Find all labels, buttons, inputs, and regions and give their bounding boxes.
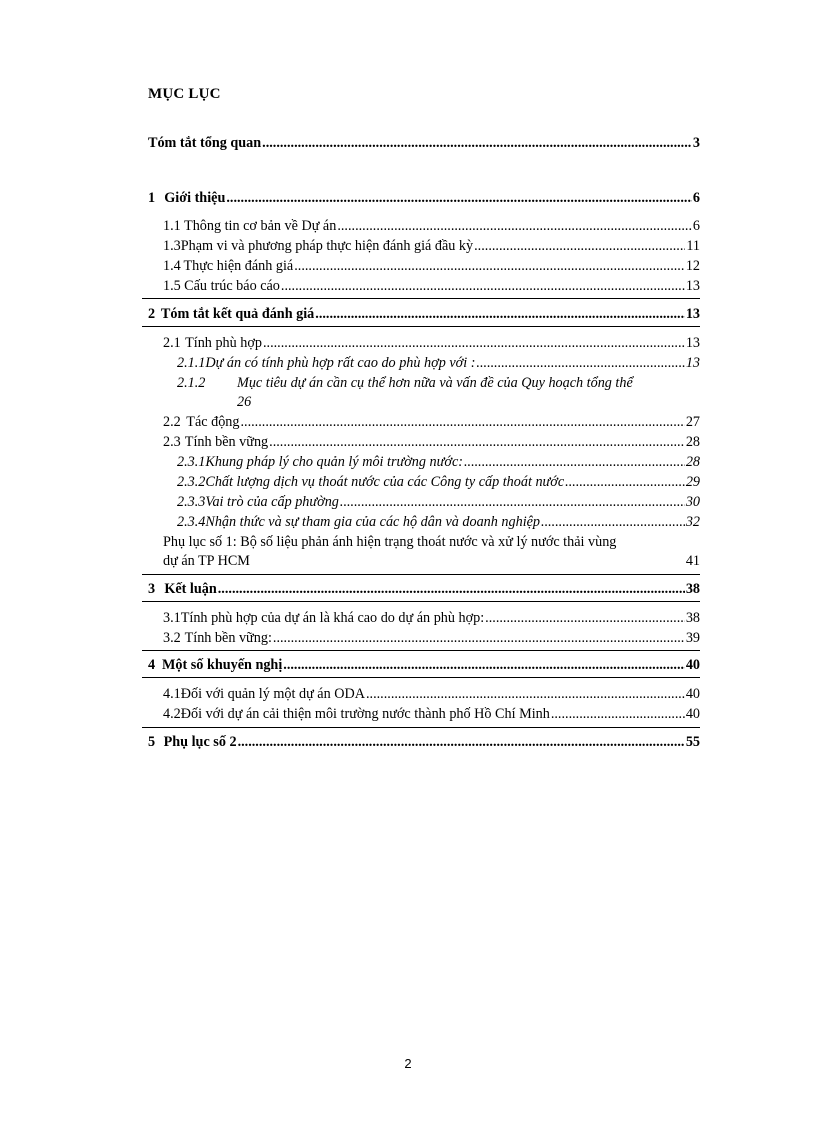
toc-entry-title: Phụ lục số 1: Bộ số liệu phản ánh hiện trạng thoát nước và xử lý nước thải vùng [163,534,617,550]
toc-entry-page: 13 [685,335,700,351]
toc-entry-title: Tóm tắt kết quả đánh giá [160,306,315,322]
toc-entry-title: Nhận thức và sự tham gia của các hộ dân và doanh nghiệp [205,514,541,530]
dot-leader [269,433,685,452]
toc-entry-number: 5 [148,734,156,750]
toc-heading: MỤC LỤC [148,86,221,102]
toc-entry-2[interactable] [148,305,700,324]
toc-entry-title: Thực hiện đánh giá [183,258,294,274]
toc-entry-page: 26 [237,394,252,410]
toc-entry-page: 55 [685,734,700,750]
toc-entry-number: 2.3.2 [177,474,206,490]
toc-entry-number: 4.1 [163,686,181,702]
toc-entry-title: Kết luận [164,581,217,597]
toc-entry-page: 28 [685,434,700,450]
toc-entry-page: 3 [692,135,700,151]
toc-entry-title: Đối với quản lý một dự án ODA [180,686,365,702]
toc-entry-1-1[interactable] [163,217,700,236]
toc-entry-3[interactable] [148,580,700,599]
toc-entry-2-3-3[interactable] [177,493,700,512]
dot-leader [273,629,685,648]
dot-leader [240,413,684,432]
toc-entry-title-continued: dự án TP HCM [163,553,250,569]
toc-entry-page: 12 [685,258,700,274]
section-divider [142,650,700,651]
toc-entry-title: Tác động [186,414,240,430]
dot-leader [262,134,692,153]
toc-entry-3-1[interactable] [163,609,700,628]
section-divider [142,727,700,728]
toc-entry-2-1-2[interactable] [177,374,700,412]
toc-entry-page: 11 [686,238,700,254]
toc-entry-page: 13 [685,278,700,294]
toc-entry-number: 1 [148,190,156,206]
toc-entry-page: 38 [685,610,700,626]
toc-entry-title: 1.1 Thông tin cơ bản về Dự án [163,218,337,234]
toc-entry-number: 1.5 [163,278,181,294]
toc-entry-4[interactable] [148,656,700,675]
toc-entry-title: Chất lượng dịch vụ thoát nước của các Công ty cấp thoát nước [205,474,565,490]
toc-entry-number: 2.1.2 [177,375,206,391]
toc-entry-title: Tính phù hợp [185,335,262,351]
toc-entry-2-3[interactable] [163,433,700,452]
section-divider [142,601,700,602]
toc-entry-title: Dự án có tính phù hợp rất cao do phù hợp với : [205,355,476,371]
toc-entry-number: 1.4 [163,258,181,274]
dot-leader [337,217,692,236]
toc-entry-2-3-4[interactable] [177,513,700,532]
toc-entry-page: 29 [685,474,700,490]
toc-entry-page: 6 [692,190,700,206]
toc-entry-page: 27 [685,414,700,430]
toc-entry-page: 28 [685,454,700,470]
toc-entry-number: 4.2 [163,706,181,722]
toc-entry-2-3-2[interactable] [177,473,700,492]
toc-entry-page: 13 [685,355,700,371]
dot-leader [474,237,685,256]
toc-entry-number: 2.3 [163,434,181,450]
dot-leader [263,334,685,353]
toc-entry-number: 2.1 [163,335,181,351]
dot-leader [464,453,685,472]
toc-entry-2-1[interactable] [163,334,700,353]
section-divider [142,326,700,327]
dot-leader [218,580,685,599]
toc-entry-5[interactable] [148,733,700,752]
toc-entry-title: Cấu trúc báo cáo [184,278,280,294]
dot-leader [226,189,692,208]
toc-entry-number: 2.2 [163,414,181,430]
toc-entry-title: Tính bền vững: [184,630,272,646]
dot-leader [315,305,685,324]
toc-entry-title: Giới thiệu [164,190,226,206]
section-divider [142,677,700,678]
section-divider [142,298,700,299]
toc-entry-page: 40 [685,657,700,673]
toc-entry-title: Phụ lục số 2 [163,734,237,750]
toc-entry-number: 2.1.1 [177,355,206,371]
toc-entry-page: 32 [685,514,700,530]
dot-leader [551,705,685,724]
toc-entry-page: 6 [692,218,700,234]
toc-entry-title: Tính bền vững [184,434,269,450]
toc-entry-title: Tóm tắt tổng quan [148,135,262,151]
toc-entry-page: 39 [685,630,700,646]
toc-entry-page: 40 [685,706,700,722]
toc-entry-number: 3.2 [163,630,181,646]
toc-entry-title: Khung pháp lý cho quản lý môi trường nước: [205,454,463,470]
toc-entry-2-1-1[interactable] [177,354,700,373]
toc-entry-page: 38 [685,581,700,597]
dot-leader [565,473,685,492]
dot-leader [541,513,685,532]
toc-entry-2-2[interactable] [163,413,700,432]
section-divider [142,574,700,575]
toc-entry-3-2[interactable] [163,629,700,648]
toc-entry-2-3-1[interactable] [177,453,700,472]
dot-leader [340,493,685,512]
dot-leader [281,277,685,296]
toc-entry-page: 41 [685,553,700,569]
dot-leader [366,685,685,704]
toc-entry-page: 40 [685,686,700,702]
toc-entry-number: 2 [148,306,156,322]
toc-entry-1-4[interactable] [163,257,700,276]
toc-entry-summary[interactable] [148,134,700,153]
toc-entry-appendix-1[interactable] [163,533,700,571]
toc-entry-number: 4 [148,657,156,673]
page-number: 2 [404,1056,412,1071]
dot-leader [238,733,685,752]
toc-entry-number: 2.3.4 [177,514,206,530]
toc-entry-1-3[interactable] [163,237,700,256]
toc-entry-1-5[interactable] [163,277,700,296]
toc-entry-page: 13 [685,306,700,322]
toc-entry-4-2[interactable] [163,705,700,724]
toc-entry-number: 3 [148,581,156,597]
dot-leader [294,257,685,276]
toc-entry-number: 2.3.3 [177,494,206,510]
toc-entry-number: 1.3 [163,238,181,254]
toc-entry-4-1[interactable] [163,685,700,704]
dot-leader [476,354,684,373]
toc-entry-title: Mục tiêu dự án cần cụ thể hơn nữa và vấn đề của Quy hoạch tổng thể [237,375,633,391]
toc-entry-title: Tính phù hợp của dự án là khá cao do dự án phù hợp: [180,610,485,626]
toc-entry-number: 2.3.1 [177,454,206,470]
toc-entry-number: 3.1 [163,610,181,626]
toc-entry-page: 30 [685,494,700,510]
dot-leader [485,609,685,628]
toc-entry-title: Phạm vi và phương pháp thực hiện đánh giá đầu kỳ [180,238,474,254]
toc-entry-title: Đối với dự án cải thiện môi trường nước thành phố Hồ Chí Minh [180,706,550,722]
toc-entry-title: Vai trò của cấp phường [205,494,339,510]
dot-leader [283,656,685,675]
toc-entry-title: Một số khuyến nghị [162,657,283,673]
toc-entry-1[interactable] [148,189,700,208]
